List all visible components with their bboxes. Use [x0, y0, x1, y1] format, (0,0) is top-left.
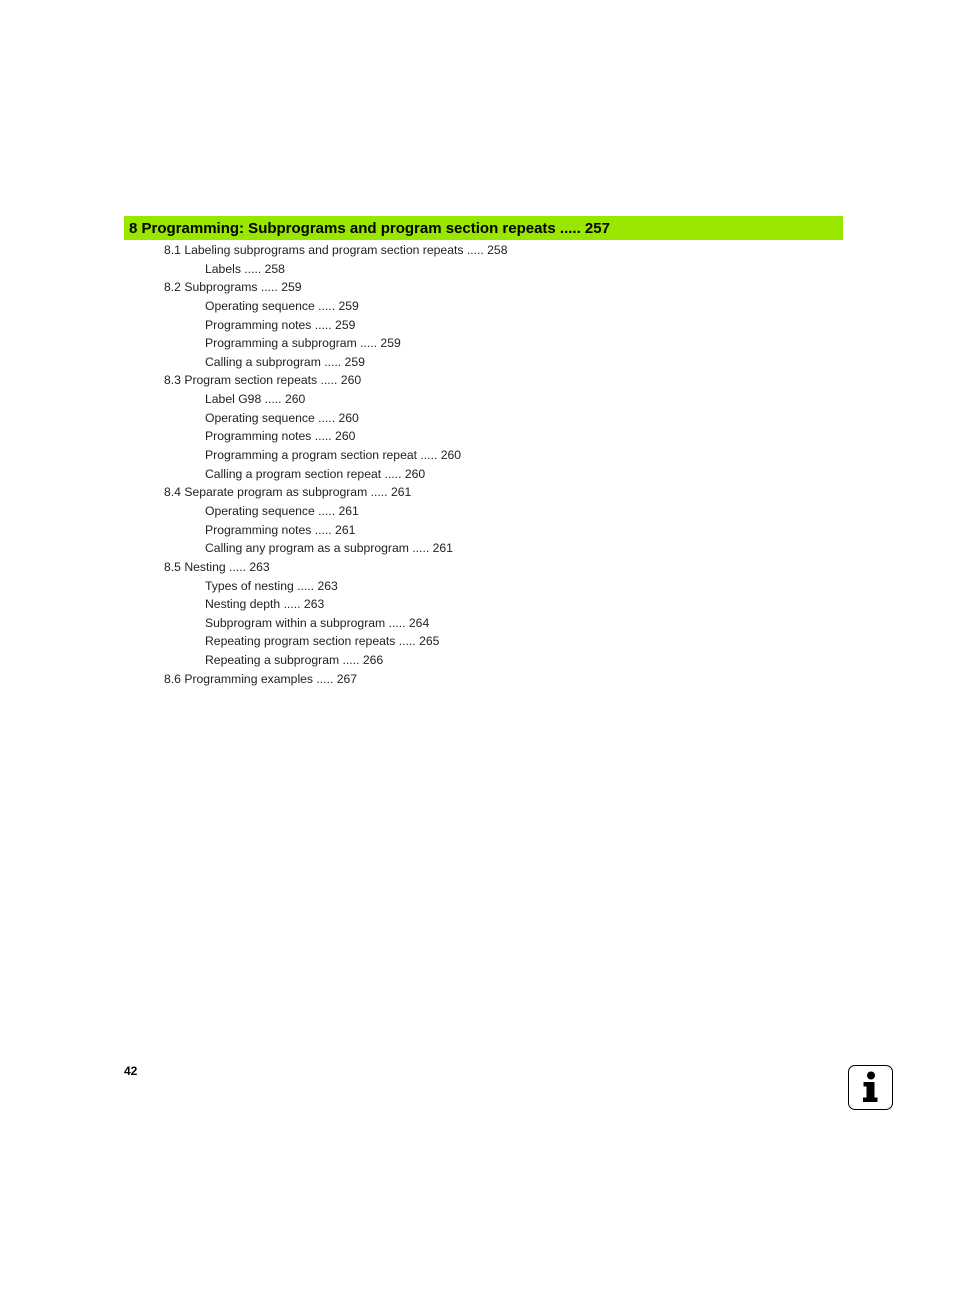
toc-section-8-4[interactable]: 8.4 Separate program as subprogram ..... 261	[164, 485, 412, 500]
toc-subentry[interactable]: Operating sequence ..... 261	[205, 503, 359, 518]
toc-subentry[interactable]: Programming notes ..... 260	[205, 429, 356, 444]
table-of-contents	[0, 241, 954, 688]
toc-subentry[interactable]: Operating sequence ..... 259	[205, 298, 359, 313]
toc-subentry[interactable]: Nesting depth ..... 263	[205, 597, 325, 612]
toc-subentry[interactable]: Calling any program as a subprogram ..... 261	[205, 541, 453, 556]
toc-section-8-1[interactable]: 8.1 Labeling subprograms and program section repeats ..... 258	[164, 243, 508, 257]
toc-subentry[interactable]: Programming notes ..... 259	[205, 317, 356, 332]
page-number: 42	[124, 1064, 138, 1078]
toc-section-8-6[interactable]: 8.6 Programming examples ..... 267	[164, 671, 358, 686]
toc-section-8-2[interactable]: 8.2 Subprograms ..... 259	[164, 280, 302, 295]
info-icon	[848, 1065, 893, 1110]
toc-subentry[interactable]: Types of nesting ..... 263	[205, 578, 338, 593]
toc-subentry[interactable]: Calling a program section repeat ..... 260	[205, 466, 426, 481]
toc-subentry[interactable]: Label G98 ..... 260	[205, 392, 306, 407]
info-glyph	[849, 1066, 891, 1108]
toc-subentry[interactable]: Repeating a subprogram ..... 266	[205, 653, 384, 668]
toc-subentry[interactable]: Subprogram within a subprogram ..... 264	[205, 615, 430, 630]
toc-subentry[interactable]: Programming a program section repeat ..... 260	[205, 448, 462, 463]
toc-subentry[interactable]: Calling a subprogram ..... 259	[205, 354, 365, 369]
toc-subentry[interactable]: Repeating program section repeats ..... 265	[205, 634, 440, 649]
toc-section-8-3[interactable]: 8.3 Program section repeats ..... 260	[164, 373, 362, 388]
toc-subentry[interactable]: Labels ..... 258	[205, 261, 285, 276]
toc-subentry[interactable]: Programming notes ..... 261	[205, 522, 356, 537]
chapter-heading-bar	[124, 216, 843, 240]
toc-subentry[interactable]: Programming a subprogram ..... 259	[205, 336, 401, 351]
chapter-title[interactable]: 8 Programming: Subprograms and program section repeats ..... 257	[129, 219, 610, 237]
toc-section-8-5[interactable]: 8.5 Nesting ..... 263	[164, 559, 270, 574]
toc-subentry[interactable]: Operating sequence ..... 260	[205, 410, 359, 425]
